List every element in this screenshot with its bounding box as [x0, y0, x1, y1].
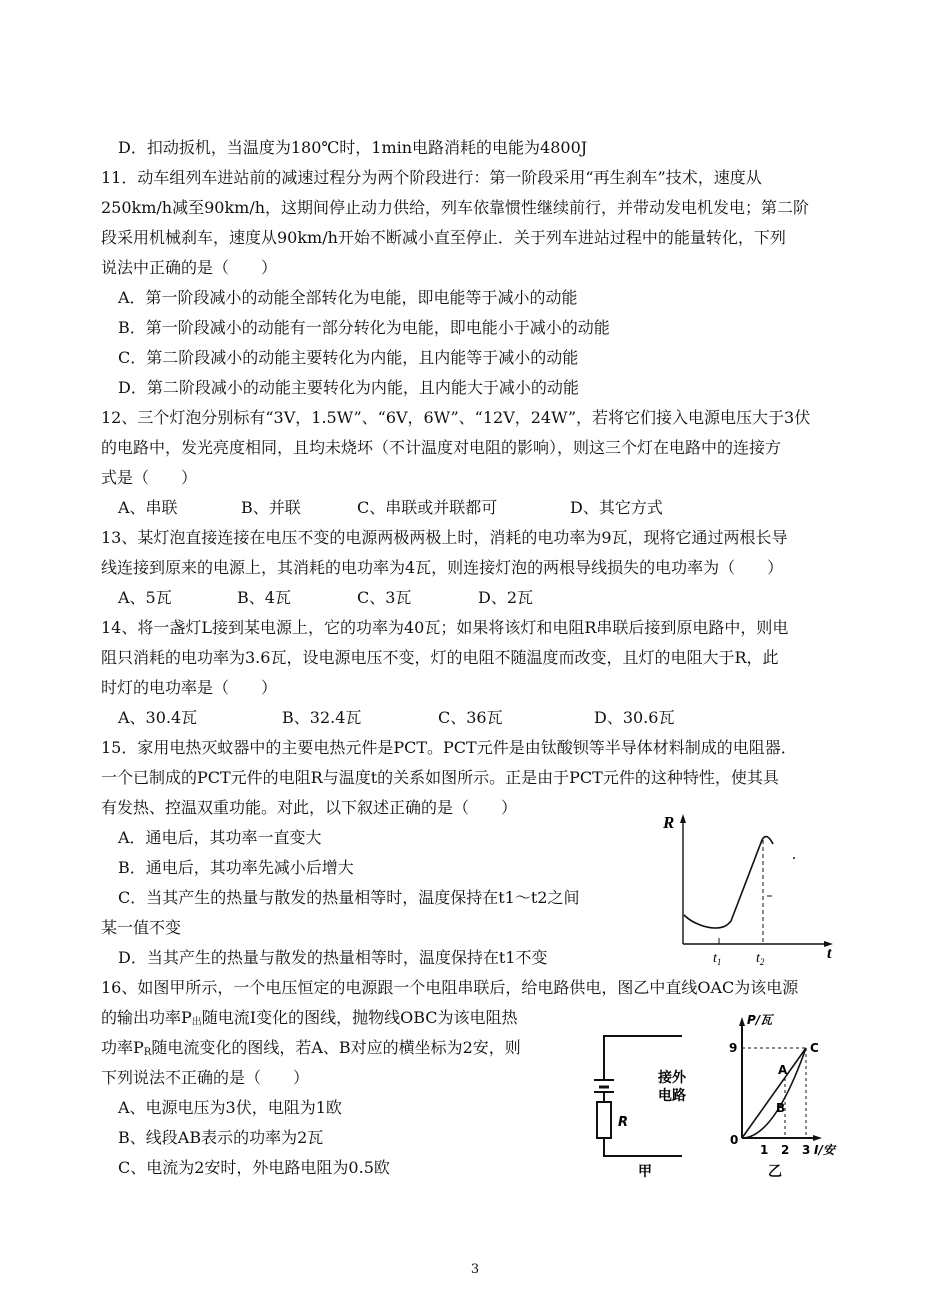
q13-option-c: C、3瓦	[357, 588, 412, 607]
q12-option-b: B、并联	[241, 498, 301, 517]
q15-option-b: B．通电后，其功率先减小后增大	[118, 858, 354, 877]
oac-line	[742, 1048, 806, 1138]
resistor-symbol	[597, 1102, 611, 1138]
q12-option-d: D、其它方式	[570, 498, 663, 517]
external-circuit-label-2: 电路	[658, 1088, 686, 1104]
r-axis-label: R	[663, 813, 675, 832]
q12-option-a: A、串联	[118, 498, 178, 517]
circuit-caption: 甲	[638, 1164, 652, 1180]
p-r-subscript: R	[143, 1047, 152, 1058]
q14-option-d: D、30.6瓦	[594, 708, 675, 727]
q15-stem-line-1: 15．家用电热灭蚊器中的主要电热元件是PCT。PCT元件是由钛酸钡等半导体材料制成的电阻器．	[101, 738, 797, 757]
q16-stem-line-2	[101, 1008, 518, 1033]
q13-option-d: D、2瓦	[478, 588, 534, 607]
q15-stem-line-2: 一个已制成的PCT元件的电阻R与温度t的关系如图所示。正是由于PCT元件的这种特性，使其具	[101, 768, 779, 787]
point-c-label: C	[810, 1041, 819, 1055]
q15-option-d: D．当其产生的热量与散发的热量相等时，温度保持在t1不变	[118, 948, 548, 967]
q16-stem-line-3	[101, 1038, 521, 1063]
q10-option-d: D．扣动扳机，当温度为180℃时，1min电路消耗的电能为4800J	[118, 138, 588, 157]
p-axis-arrow	[739, 1017, 745, 1026]
circuit-diagram	[592, 1030, 732, 1180]
i-tick-2: 2	[781, 1143, 790, 1157]
q14-option-c: C、36瓦	[438, 708, 503, 727]
t-axis-label: t	[827, 945, 832, 962]
q15-option-c: C．当其产生的热量与散发的热量相等时，温度保持在t1～t2之间	[118, 888, 580, 907]
p-axis-label: P/瓦	[747, 1013, 773, 1027]
q14-option-a: A、30.4瓦	[118, 708, 198, 727]
q16-stem-line-3-b: 随电流变化的图线，若A、B对应的横坐标为2安，则	[151, 1038, 521, 1057]
page-number: 3	[470, 1262, 480, 1277]
q14-option-b: B、32.4瓦	[282, 708, 362, 727]
point-a-label: A	[778, 1063, 788, 1077]
q11-option-d: D．第二阶段减小的动能主要转化为内能，且内能大于减小的动能	[118, 378, 579, 397]
i-tick-3: 3	[802, 1143, 811, 1157]
q13-option-a: A、5瓦	[118, 588, 172, 607]
resistance-curve	[684, 837, 773, 928]
q11-stem-line-3: 段采用机械刹车，速度从90km/h开始不断减小直至停止．关于列车进站过程中的能量转化，下列	[101, 228, 786, 247]
graph-caption: 乙	[768, 1164, 782, 1180]
q14-stem-line-3: 时灯的电功率是（ ）	[101, 678, 278, 697]
point-b-label: B	[776, 1101, 786, 1115]
q12-stem-line-3: 式是（ ）	[101, 468, 198, 487]
q14-stem-line-2: 阻只消耗的电功率为3.6瓦，设电源电压不变，灯的电阻不随温度而改变，且灯的电阻大于R，此	[101, 648, 779, 667]
external-circuit-label-1: 接外	[658, 1070, 686, 1086]
q11-option-c: C．第二阶段减小的动能主要转化为内能，且内能等于减小的动能	[118, 348, 579, 367]
q14-stem-line-1: 14、将一盏灯L接到某电源上，它的功率为40瓦；如果将该灯和电阻R串联后接到原电路中，则电	[101, 618, 789, 637]
q16-option-c: C、电流为2安时，外电路电阻为0.5欧	[118, 1158, 390, 1177]
q11-stem-line-1: 11．动车组列车进站前的减速过程分为两个阶段进行：第一阶段采用“再生刹车”技术，速度从	[101, 168, 762, 187]
origin-label: 0	[730, 1133, 739, 1147]
q12-stem-line-2: 的电路中，发光亮度相同，且均未烧坏（不计温度对电阻的影响），则这三个灯在电路中的连接方	[101, 438, 782, 457]
t1-label: $t_1$	[713, 951, 722, 967]
t2-label: $t_2$	[756, 951, 765, 967]
r-axis-arrow	[680, 814, 686, 823]
i-axis-label: I/安	[814, 1143, 835, 1157]
p-out-subscript: 出	[191, 1017, 202, 1028]
q11-option-a: A．第一阶段减小的动能全部转化为电能，即电能等于减小的动能	[118, 288, 578, 307]
i-tick-1: 1	[760, 1143, 769, 1157]
q11-option-b: B．第一阶段减小的动能有一部分转化为电能，即电能小于减小的动能	[118, 318, 610, 337]
q12-option-c: C、串联或并联都可	[357, 498, 498, 517]
i-axis-arrow	[813, 1135, 822, 1141]
q13-option-b: B、4瓦	[237, 588, 291, 607]
q11-stem-line-2: 250km/h减至90km/h，这期间停止动力供给，列车依靠惯性继续前行，并带动发电机发电；第二阶	[101, 198, 810, 217]
q13-stem-line-1: 13、某灯泡直接连接在电压不变的电源两极两极上时，消耗的电功率为9瓦，现将它通过两根长导	[101, 528, 788, 547]
q16-stem-line-2-b: 随电流I变化的图线，抛物线OBC为该电阻热	[201, 1008, 518, 1027]
q12-stem-line-1: 12、三个灯泡分别标有“3V，1.5W”、“6V，6W”、“12V，24W”，若将它们接入电源电压大于3伏	[101, 408, 811, 427]
q11-stem-line-4: 说法中正确的是（ ）	[101, 258, 278, 277]
q16-option-b: B、线段AB表示的功率为2瓦	[118, 1128, 324, 1147]
resistance-temperature-graph	[655, 810, 845, 970]
q16-stem-line-2-a: 的输出功率P	[101, 1008, 192, 1027]
q16-stem-line-3-a: 功率P	[101, 1038, 144, 1057]
q13-stem-line-2: 线连接到原来的电源上，其消耗的电功率为4瓦，则连接灯泡的两根导线损失的电功率为（ ）	[101, 558, 784, 577]
power-current-graph	[728, 1012, 844, 1188]
q15-option-a: A．通电后，其功率一直变大	[118, 828, 322, 847]
q16-stem-line-1: 16、如图甲所示，一个电压恒定的电源跟一个电阻串联后，给电路供电，图乙中直线OAC为该电源	[101, 978, 799, 997]
q15-option-c-continued: 某一值不变	[101, 918, 182, 937]
p-tick-9: 9	[729, 1041, 738, 1055]
q16-option-a: A、电源电压为3伏，电阻为1欧	[118, 1098, 342, 1117]
q16-stem-line-4: 下列说法不正确的是（ ）	[101, 1068, 310, 1087]
q15-stem-line-3: 有发热、控温双重功能。对此，以下叙述正确的是（ ）	[101, 798, 518, 817]
resistor-label: R	[618, 1115, 629, 1130]
stray-dot	[793, 857, 795, 859]
